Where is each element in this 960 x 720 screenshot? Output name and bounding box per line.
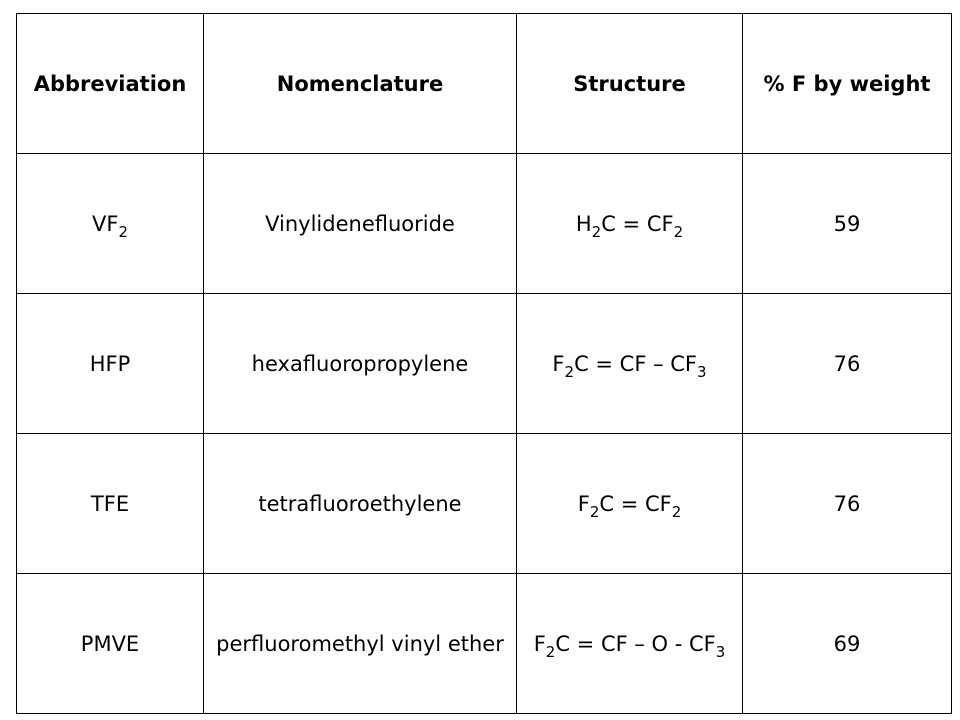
table-row: [17, 574, 952, 714]
subscript: 3: [697, 362, 707, 381]
formula-text: VF: [92, 211, 119, 236]
formula-text: HFP: [89, 351, 131, 376]
table-row: [17, 434, 952, 574]
fluorine-percent-cell: 69: [743, 574, 952, 714]
formula-text: F: [552, 351, 565, 376]
subscript: 2: [118, 222, 128, 241]
subscript: 2: [545, 642, 556, 661]
nomenclature-cell: tetrafluoroethylene: [204, 434, 517, 574]
subscript: 2: [564, 362, 575, 381]
subscript: 2: [671, 502, 682, 521]
formula-text: C = CF – O - CF: [555, 631, 716, 656]
header-structure: Structure: [517, 14, 743, 154]
formula-text: F: [577, 491, 590, 516]
abbreviation-cell: [17, 574, 204, 714]
header-nomenclature: Nomenclature: [204, 14, 517, 154]
header-row: [17, 14, 952, 154]
formula-text: F: [533, 631, 546, 656]
header-fluorine-percent: % F by weight: [743, 14, 952, 154]
table-row: [17, 294, 952, 434]
structure-cell: [517, 294, 743, 434]
table-row: [17, 154, 952, 294]
abbreviation-cell: [17, 154, 204, 294]
formula-text: C = CF: [601, 211, 674, 236]
subscript: 2: [591, 222, 602, 241]
structure-cell: [517, 154, 743, 294]
formula-text: TFE: [90, 491, 130, 516]
subscript: 2: [673, 222, 684, 241]
subscript: 3: [715, 642, 726, 661]
formula-text: C = CF – CF: [574, 351, 698, 376]
fluorine-percent-cell: 76: [743, 434, 952, 574]
nomenclature-cell: hexafluoropropylene: [204, 294, 517, 434]
abbreviation-cell: [17, 294, 204, 434]
nomenclature-cell: Vinylidenefluoride: [204, 154, 517, 294]
formula-text: PMVE: [80, 631, 140, 656]
formula-text: C = CF: [599, 491, 672, 516]
subscript: 2: [589, 502, 600, 521]
structure-cell: [517, 434, 743, 574]
abbreviation-cell: [17, 434, 204, 574]
structure-cell: [517, 574, 743, 714]
fluorine-percent-cell: 59: [743, 154, 952, 294]
header-abbreviation: Abbreviation: [17, 14, 204, 154]
fluorine-percent-cell: 76: [743, 294, 952, 434]
nomenclature-cell: perfluoromethyl vinyl ether: [204, 574, 517, 714]
fluoropolymer-monomer-table: [16, 13, 952, 714]
formula-text: H: [575, 211, 592, 236]
